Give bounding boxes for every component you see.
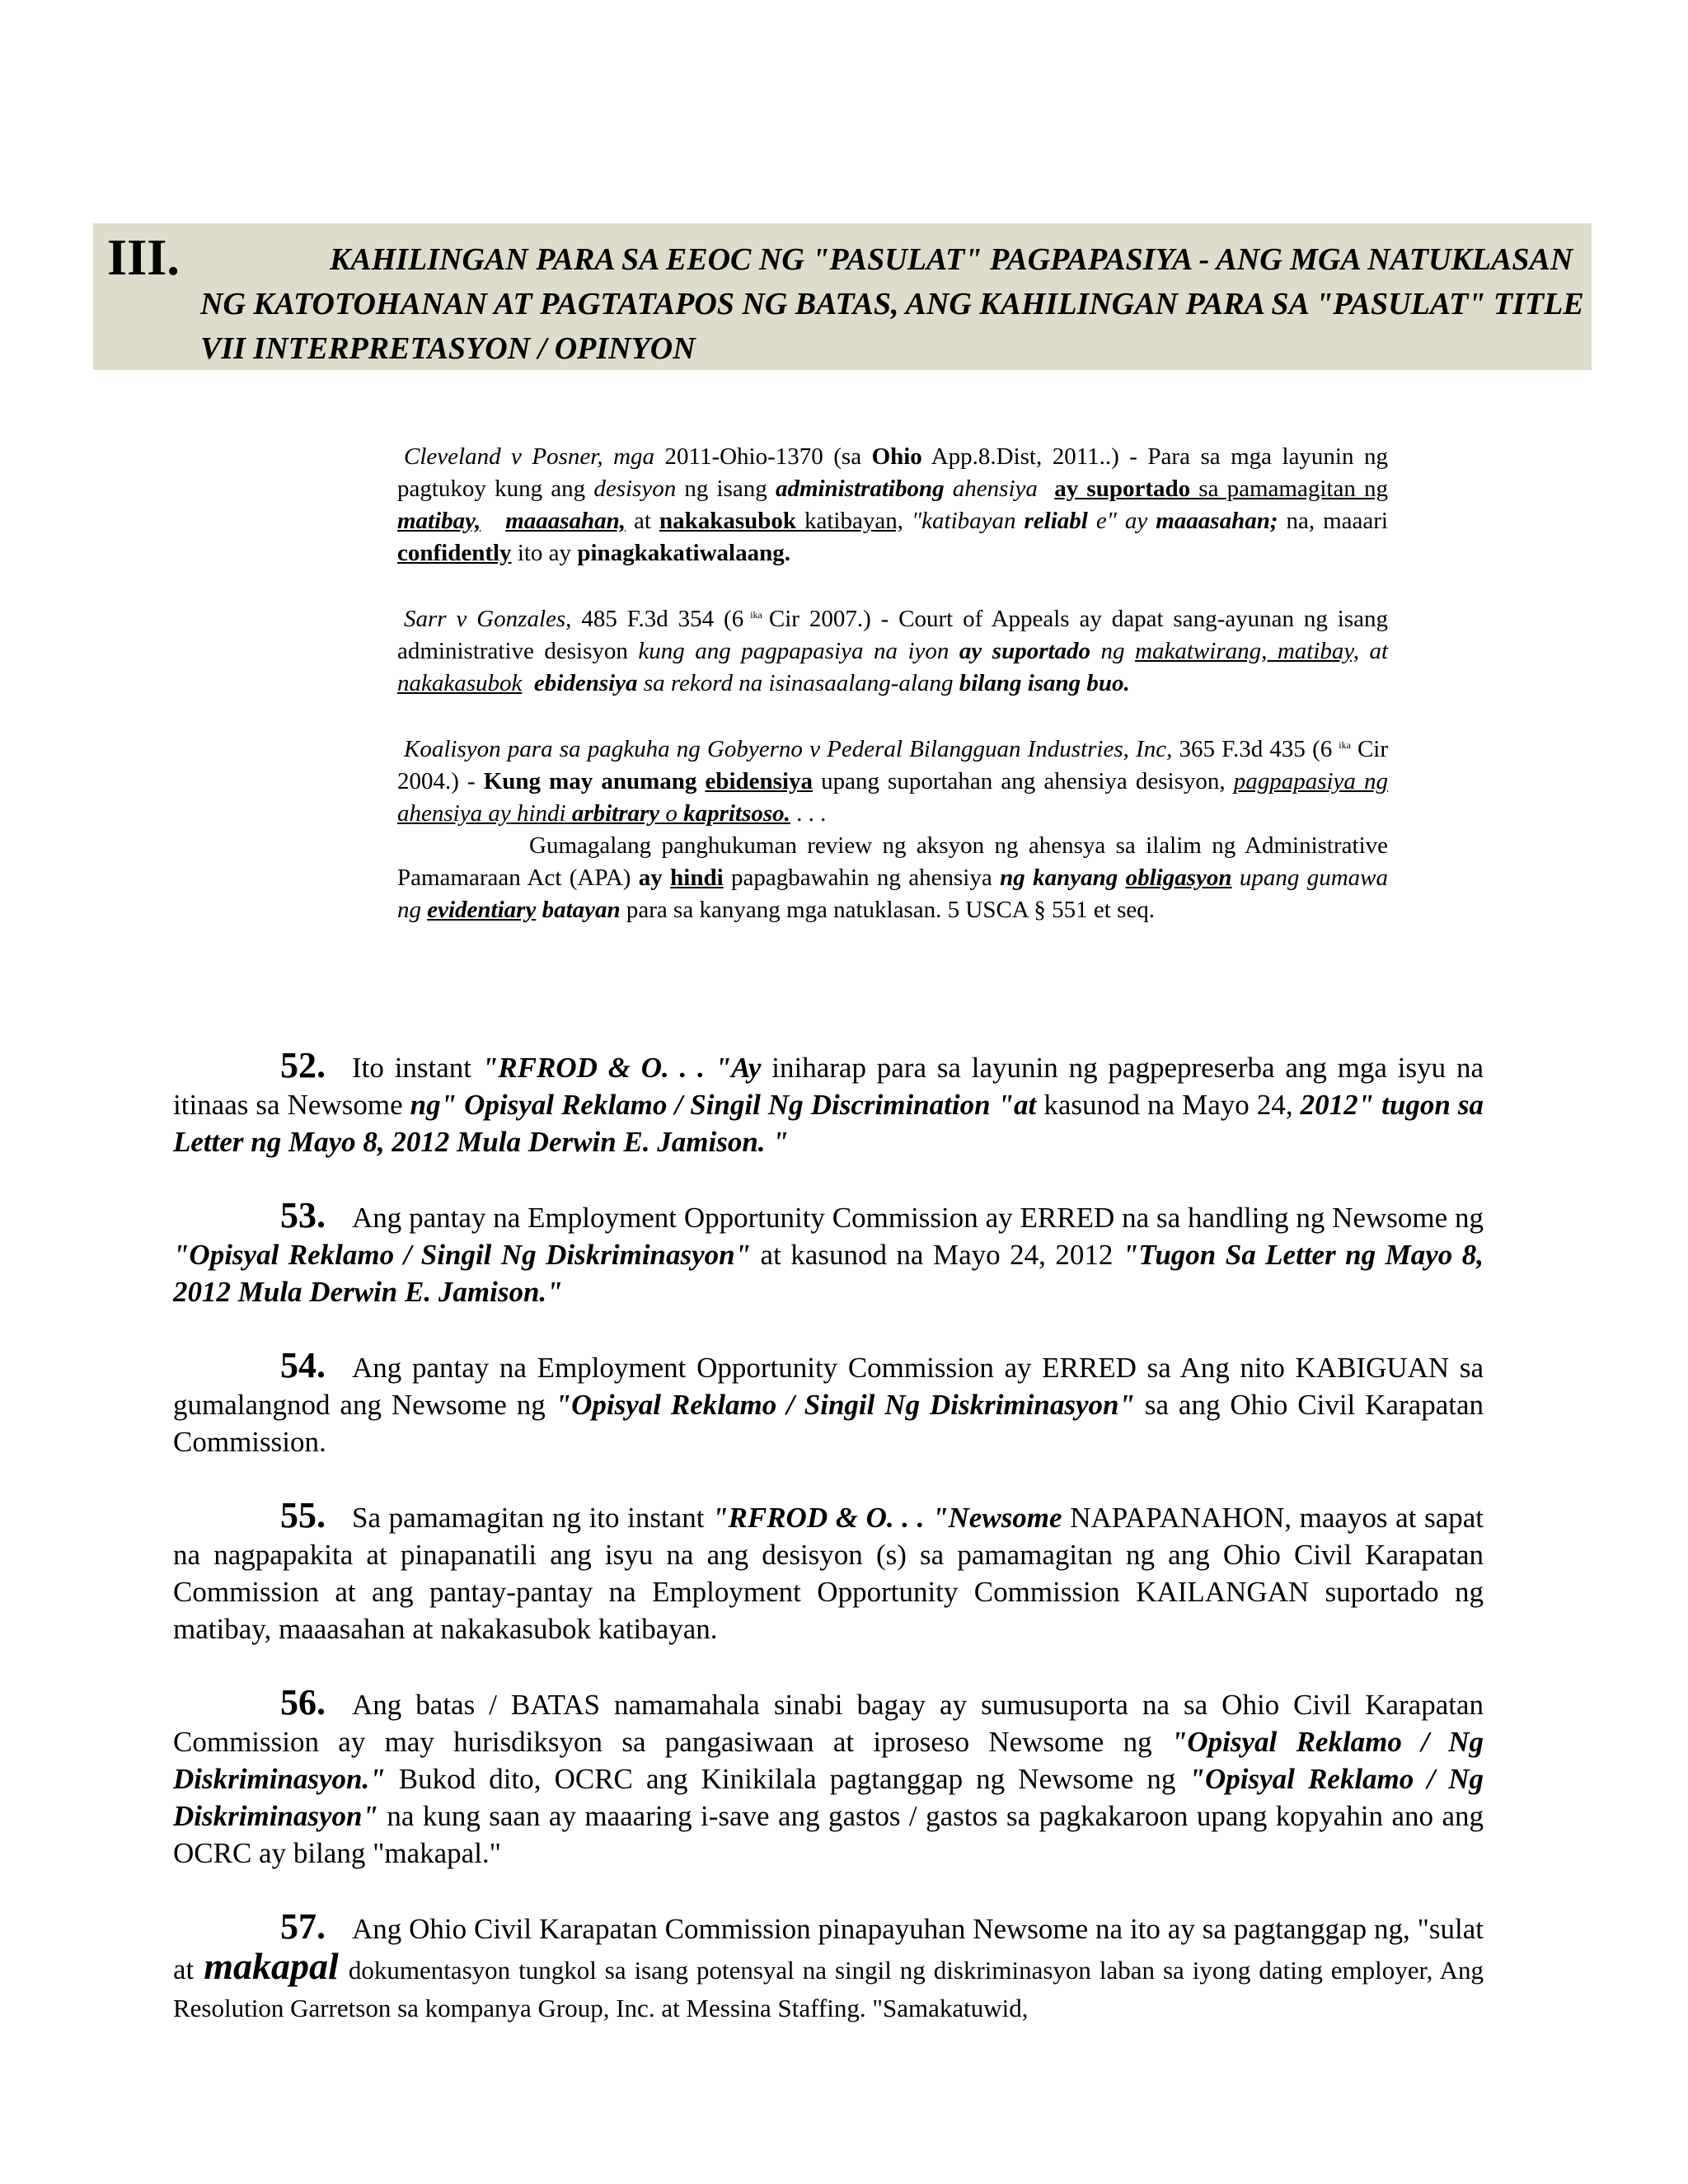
text: App.8.Dist, 2011..) - Para sa mga layunin ng pagtukoy kung ang — [397, 443, 1388, 502]
text: at kasunod na Mayo 24, 2012 — [751, 1239, 1123, 1271]
text: o — [659, 800, 684, 827]
text: Cir 2007.) - Court of Appeals ay dapat sang-ayunan ng isang administrative desisyon — [397, 606, 1388, 664]
text: nakakasubok — [397, 670, 523, 696]
text: confidently — [397, 540, 512, 566]
section-numeral: III. — [107, 230, 180, 286]
text: "Opisyal Reklamo / Ng Diskriminasyon." — [173, 1726, 1484, 1795]
text: katibayan, — [796, 508, 903, 534]
text: matibay, — [397, 508, 481, 534]
text: maaasahan, — [505, 508, 626, 534]
text: nakakasubok — [659, 508, 797, 534]
paragraph-number: 53. — [280, 1195, 326, 1235]
text: Ang Ohio Civil Karapatan Commission pinapayuhan Newsome na ito ay sa pagtanggap ng, "sulat at — [173, 1913, 1484, 1985]
text: hindi — [670, 865, 724, 891]
text: Kung may anumang — [483, 768, 706, 794]
text: sa ang Ohio Civil Karapatan Commission. — [173, 1389, 1484, 1458]
text: Ang batas / BATAS namamahala sinabi bagay ay sumusuporta na sa Ohio Civil Karapatan Commission ay may hurisdiksyon sa pangasiwaan at iproseso Newsome ng — [173, 1689, 1484, 1758]
text: . . . — [790, 800, 827, 827]
text: Gumagalang panghukuman review ng aksyon ng ahensya sa ilalim ng Administrative Pamamaraan Act (APA) — [397, 832, 1388, 891]
superscript: ika — [750, 609, 762, 621]
text: NAPAPANAHON, maayos at sapat na nagpapakita at pinapanatili ang isyu na ang desisyon (s) sa pamamagitan ng ang Ohio Civil Karapatan Commission at ang pantay-pantay na Employment Opportunity Commission KAILANGAN suportado ng matibay, maaasahan at nakakasubok katibayan. — [173, 1502, 1484, 1645]
numbered-paragraphs — [173, 1047, 1484, 2063]
text: ay suportado — [1054, 476, 1191, 502]
paragraph-52 — [173, 1047, 1484, 1160]
text: Ito instant — [352, 1052, 482, 1084]
paragraph-56 — [173, 1684, 1484, 1872]
text: ng" Opisyal Reklamo / Singil Ng Discrimination "at — [410, 1089, 1037, 1121]
text: administratibong — [775, 476, 945, 502]
text: "Opisyal Reklamo / Singil Ng Diskriminasyon" — [173, 1239, 752, 1271]
text: evidentiary — [427, 897, 537, 923]
text: Ang pantay na Employment Opportunity Commission ay ERRED na sa handling ng Newsome ng — [352, 1202, 1484, 1234]
text: ahensiya — [944, 476, 1038, 502]
text: pagpapasiya ng ahensiya ay hindi — [397, 768, 1388, 827]
section-heading-line-2: NG KATOTOHANAN AT PAGTATAPOS NG BATAS, ANG KAHILINGAN PARA SA "PASULAT" TITLE — [200, 287, 1584, 321]
text: batayan — [536, 897, 621, 923]
text: ay — [638, 865, 671, 891]
section-heading-line-1: KAHILINGAN PARA SA EEOC NG "PASULAT" PAGPAPASIYA - ANG MGA NATUKLASAN — [330, 242, 1573, 277]
text: sa rekord na isinasaalang-alang — [637, 670, 959, 696]
citation-koalisyon — [397, 729, 1388, 830]
text: 2011-Ohio-1370 (sa — [654, 443, 872, 470]
superscript: ika — [1339, 739, 1351, 751]
text: sa pamamagitan ng — [1190, 476, 1389, 502]
text: arbitrary — [571, 800, 660, 827]
text: Ohio — [871, 443, 922, 470]
text: ito ay — [511, 540, 578, 566]
text: "RFROD & O. . . "Ay — [481, 1052, 762, 1084]
text: ay suportado — [959, 638, 1091, 664]
text: ng isang — [676, 476, 776, 502]
text: na, maaari — [1278, 508, 1388, 534]
text: pinagkakatiwalaang. — [577, 540, 790, 566]
text: Sa pamamagitan ng ito instant — [352, 1502, 713, 1534]
paragraph-number: 54. — [280, 1345, 326, 1385]
paragraph-number: 57. — [280, 1906, 326, 1947]
text: "RFROD & O. . . "Newsome — [712, 1502, 1062, 1534]
text: dokumentasyon tungkol sa isang potensyal na singil ng diskriminasyon laban sa iyong dating employer, Ang Resolution Garretson sa kompanya Group, Inc. at Messina Staffing. "Samakatuwid, — [173, 1956, 1484, 2022]
text: ebidensiya — [705, 768, 814, 794]
text: e" ay — [1087, 508, 1156, 534]
text: 2012" tugon sa Letter ng Mayo 8, 2012 Mula Derwin E. Jamison. " — [173, 1089, 1484, 1158]
text: upang suportahan ang ahensiya desisyon, — [813, 768, 1234, 794]
text: "Tugon Sa Letter ng Mayo 8, 2012 Mula Derwin E. Jamison." — [173, 1239, 1484, 1308]
text: upang gumawa ng — [397, 865, 1388, 923]
paragraph-number: 56. — [280, 1682, 326, 1722]
paragraph-57 — [173, 1908, 1484, 2027]
paragraph-number: 52. — [280, 1045, 326, 1085]
case-name: Cleveland v Posner, mga — [404, 443, 655, 470]
text: bilang isang buo. — [959, 670, 1130, 696]
text: "katibayan — [903, 508, 1025, 534]
section-heading-line-3: VII INTERPRETASYON / OPINYON — [200, 331, 696, 366]
text: Cir 2004.) - — [397, 736, 1389, 794]
text: kasunod na Mayo 24, — [1036, 1089, 1301, 1121]
text: maaasahan; — [1156, 508, 1278, 534]
paragraph-55 — [173, 1497, 1484, 1647]
text: at — [1358, 638, 1389, 664]
text: 365 F.3d 435 (6 — [1172, 736, 1333, 762]
text: obligasyon — [1125, 865, 1232, 891]
text: kung ang pagpapasiya na iyon — [638, 638, 959, 664]
text: na kung saan ay maaaring i-save ang gastos / gastos sa pagkakaroon upang kopyahin ano ang OCRC ay bilang "makapal." — [173, 1800, 1484, 1869]
text: reliabl — [1024, 508, 1088, 534]
text: Bukod dito, OCRC ang Kinikilala pagtanggap ng Newsome ng — [385, 1763, 1189, 1795]
text: at — [626, 508, 659, 534]
case-citations — [397, 441, 1388, 926]
emphasized-word: makapal — [204, 1945, 339, 1987]
paragraph-54 — [173, 1347, 1484, 1460]
text: papagbawahin ng ahensiya — [723, 865, 1001, 891]
text: ng kanyang — [1000, 865, 1126, 891]
text: para sa kanyang mga natuklasan. 5 USCA § 551 et seq. — [620, 897, 1155, 923]
text: 485 F.3d 354 (6 — [571, 606, 744, 632]
text: ng — [1090, 638, 1136, 664]
text: kapritsoso. — [683, 800, 790, 827]
text: desisyon — [593, 476, 677, 502]
paragraph-53 — [173, 1197, 1484, 1310]
text: "Opisyal Reklamo / Singil Ng Diskriminasyon" — [555, 1389, 1135, 1421]
text: makatwirang, matibay, — [1135, 638, 1359, 664]
text: Ang pantay na Employment Opportunity Commission ay ERRED sa Ang nito KABIGUAN sa gumalangnod ang Newsome ng — [173, 1352, 1484, 1421]
citation-cleveland — [397, 441, 1388, 569]
case-name: Koalisyon para sa pagkuha ng Gobyerno v Pederal Bilangguan Industries, Inc, — [404, 736, 1173, 762]
citation-sarr — [397, 599, 1388, 700]
text: ebidensiya — [528, 670, 638, 696]
case-name: Sarr v Gonzales, — [404, 606, 572, 632]
paragraph-number: 55. — [280, 1495, 326, 1535]
text: "Opisyal Reklamo / Ng Diskriminasyon" — [173, 1763, 1484, 1832]
citation-apa — [397, 830, 1388, 926]
text: iniharap para sa layunin ng pagpepreserba ang mga isyu na itinaas sa Newsome — [173, 1052, 1484, 1121]
